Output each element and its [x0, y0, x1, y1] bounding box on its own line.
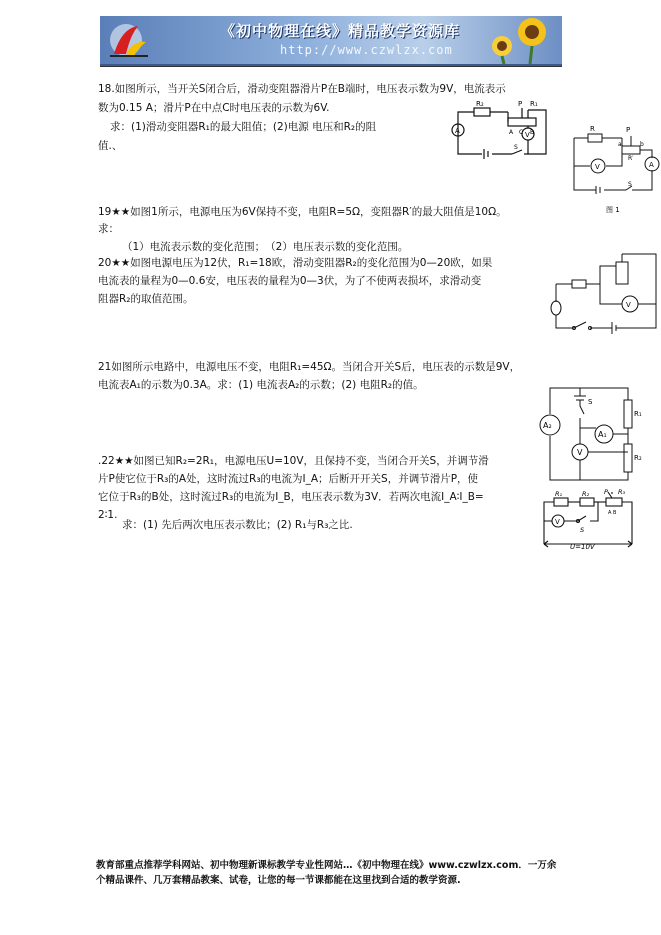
q18-circuit-diagram — [452, 100, 552, 160]
fig21-label: R₁ — [634, 410, 642, 418]
q19-line1: 19★★如图1所示，电源电压为6V保持不变，电阻R=5Ω，变阻器R′的最大阻值是10Ω。 — [98, 206, 507, 218]
fig22-label: V — [555, 518, 560, 526]
q19-line2: 求： — [98, 223, 119, 235]
q18-line3: 求：(1)滑动变阻器R₁的最大阻值；(2)电源 电压和R₂的阻 — [110, 121, 377, 133]
q20-line1: 20★★如图电源电压为12伏，R₁=18欧，滑动变阻器R₂的变化范围为0—20欧，如果 — [98, 257, 493, 269]
figure-1-label: P — [626, 126, 631, 134]
q18-line2: 数为0.15 A；滑片P在中点C时电压表的示数为6V. — [98, 102, 330, 114]
fig18-label: S — [514, 144, 518, 151]
fig22-label: P — [604, 488, 608, 496]
q22-line5: 求：(1) 先后两次电压表示数比；(2) R₁与R₃之比. — [122, 519, 353, 531]
fig18-label: B — [530, 129, 535, 136]
q22-line4: 2∶1. — [98, 509, 118, 521]
q21-line1: 21如图所示电路中，电源电压不变，电阻R₁=45Ω。当闭合开关S后，电压表的示数是9V， — [98, 361, 521, 373]
fig18-label: R₂ — [476, 100, 484, 108]
q20-line2: 电流表的量程为0—0.6安，电压表的量程为0—3伏，为了不使两表损坏，求滑动变 — [98, 275, 482, 287]
fig21-label: S — [588, 398, 593, 406]
fig21-label: A₂ — [543, 421, 552, 430]
q22-line1: .22★★如图已知R₂=2R₁，电源电压U=10V，且保持不变，当闭合开关S，并调节滑 — [98, 455, 489, 467]
figure-1-caption: 图 1 — [606, 206, 620, 214]
fig20-label: V — [626, 301, 631, 309]
q20-circuit-diagram — [546, 246, 660, 340]
header-banner — [100, 16, 562, 66]
fig18-label: V — [525, 131, 530, 139]
site-logo-icon — [104, 20, 154, 60]
q20-line3: 阻器R₂的取值范围。 — [98, 293, 194, 305]
banner-url[interactable]: http://www.czwlzx.com — [280, 43, 453, 57]
q21-circuit-diagram — [540, 384, 640, 484]
q19-line3: （1）电流表示数的变化范围； （2）电压表示数的变化范围。 — [122, 241, 409, 253]
figure-1-label: a — [618, 141, 622, 148]
q21-line2: 电流表A₁的示数为0.3A。求：(1) 电流表A₂的示数；(2) 电阻R₂的值。 — [98, 379, 424, 391]
sunflower-icon — [476, 16, 556, 64]
header-rule — [100, 66, 562, 67]
fig22-label: R₂ — [582, 490, 590, 498]
fig22-label: R₃ — [618, 488, 626, 496]
banner-title: 《初中物理在线》精品教学资源库 — [220, 22, 461, 40]
q18-line4: 值.、 — [98, 140, 123, 152]
fig18-label: C — [519, 129, 524, 136]
figure-1-label: V — [595, 163, 600, 171]
fig18-label: R₁ — [530, 100, 538, 108]
figure-1-label: S — [628, 181, 632, 188]
q18-line1: 18.如图所示，当开关S闭合后，滑动变阻器滑片P在B端时，电压表示数为9V，电流表示 — [98, 83, 506, 95]
figure-1-label: A — [649, 161, 654, 169]
fig18-label: A — [455, 127, 460, 135]
fig22-label: R₁ — [555, 490, 563, 498]
footer-line2: 个精品课件、几万套精品教案、试卷，让您的每一节课都能在这里找到合适的教学资源. — [96, 875, 461, 886]
fig21-label: R₂ — [634, 454, 642, 462]
q22-line3: 它位于R₃的B处，这时流过R₃的电流为I_B，电压表示数为3V．若两次电流I_A∶I_B= — [98, 491, 484, 503]
footer-line1: 教育部重点推荐学科网站、初中物理新课标教学专业性网站…《初中物理在线》www.czwlzx.com．一万余 — [96, 860, 557, 871]
fig22-label: A B — [608, 510, 617, 516]
fig22-label: S — [580, 526, 585, 534]
figure-1-label: b — [640, 141, 644, 148]
fig18-label: A — [509, 129, 514, 136]
fig18-label: P — [518, 100, 523, 108]
fig22-label: U=10V — [570, 543, 595, 551]
q22-circuit-diagram — [538, 488, 638, 550]
page-footer — [96, 858, 576, 888]
figure-1-circuit — [566, 122, 660, 218]
figure-1-label: R — [590, 125, 595, 133]
fig21-label: A₁ — [598, 430, 607, 439]
q22-line2: 片P使它位于R₃的A处，这时流过R₃的电流为I_A；后断开开关S，并调节滑片P，使 — [98, 473, 479, 485]
fig21-label: V — [577, 448, 583, 457]
figure-1-label: R′ — [628, 155, 634, 162]
